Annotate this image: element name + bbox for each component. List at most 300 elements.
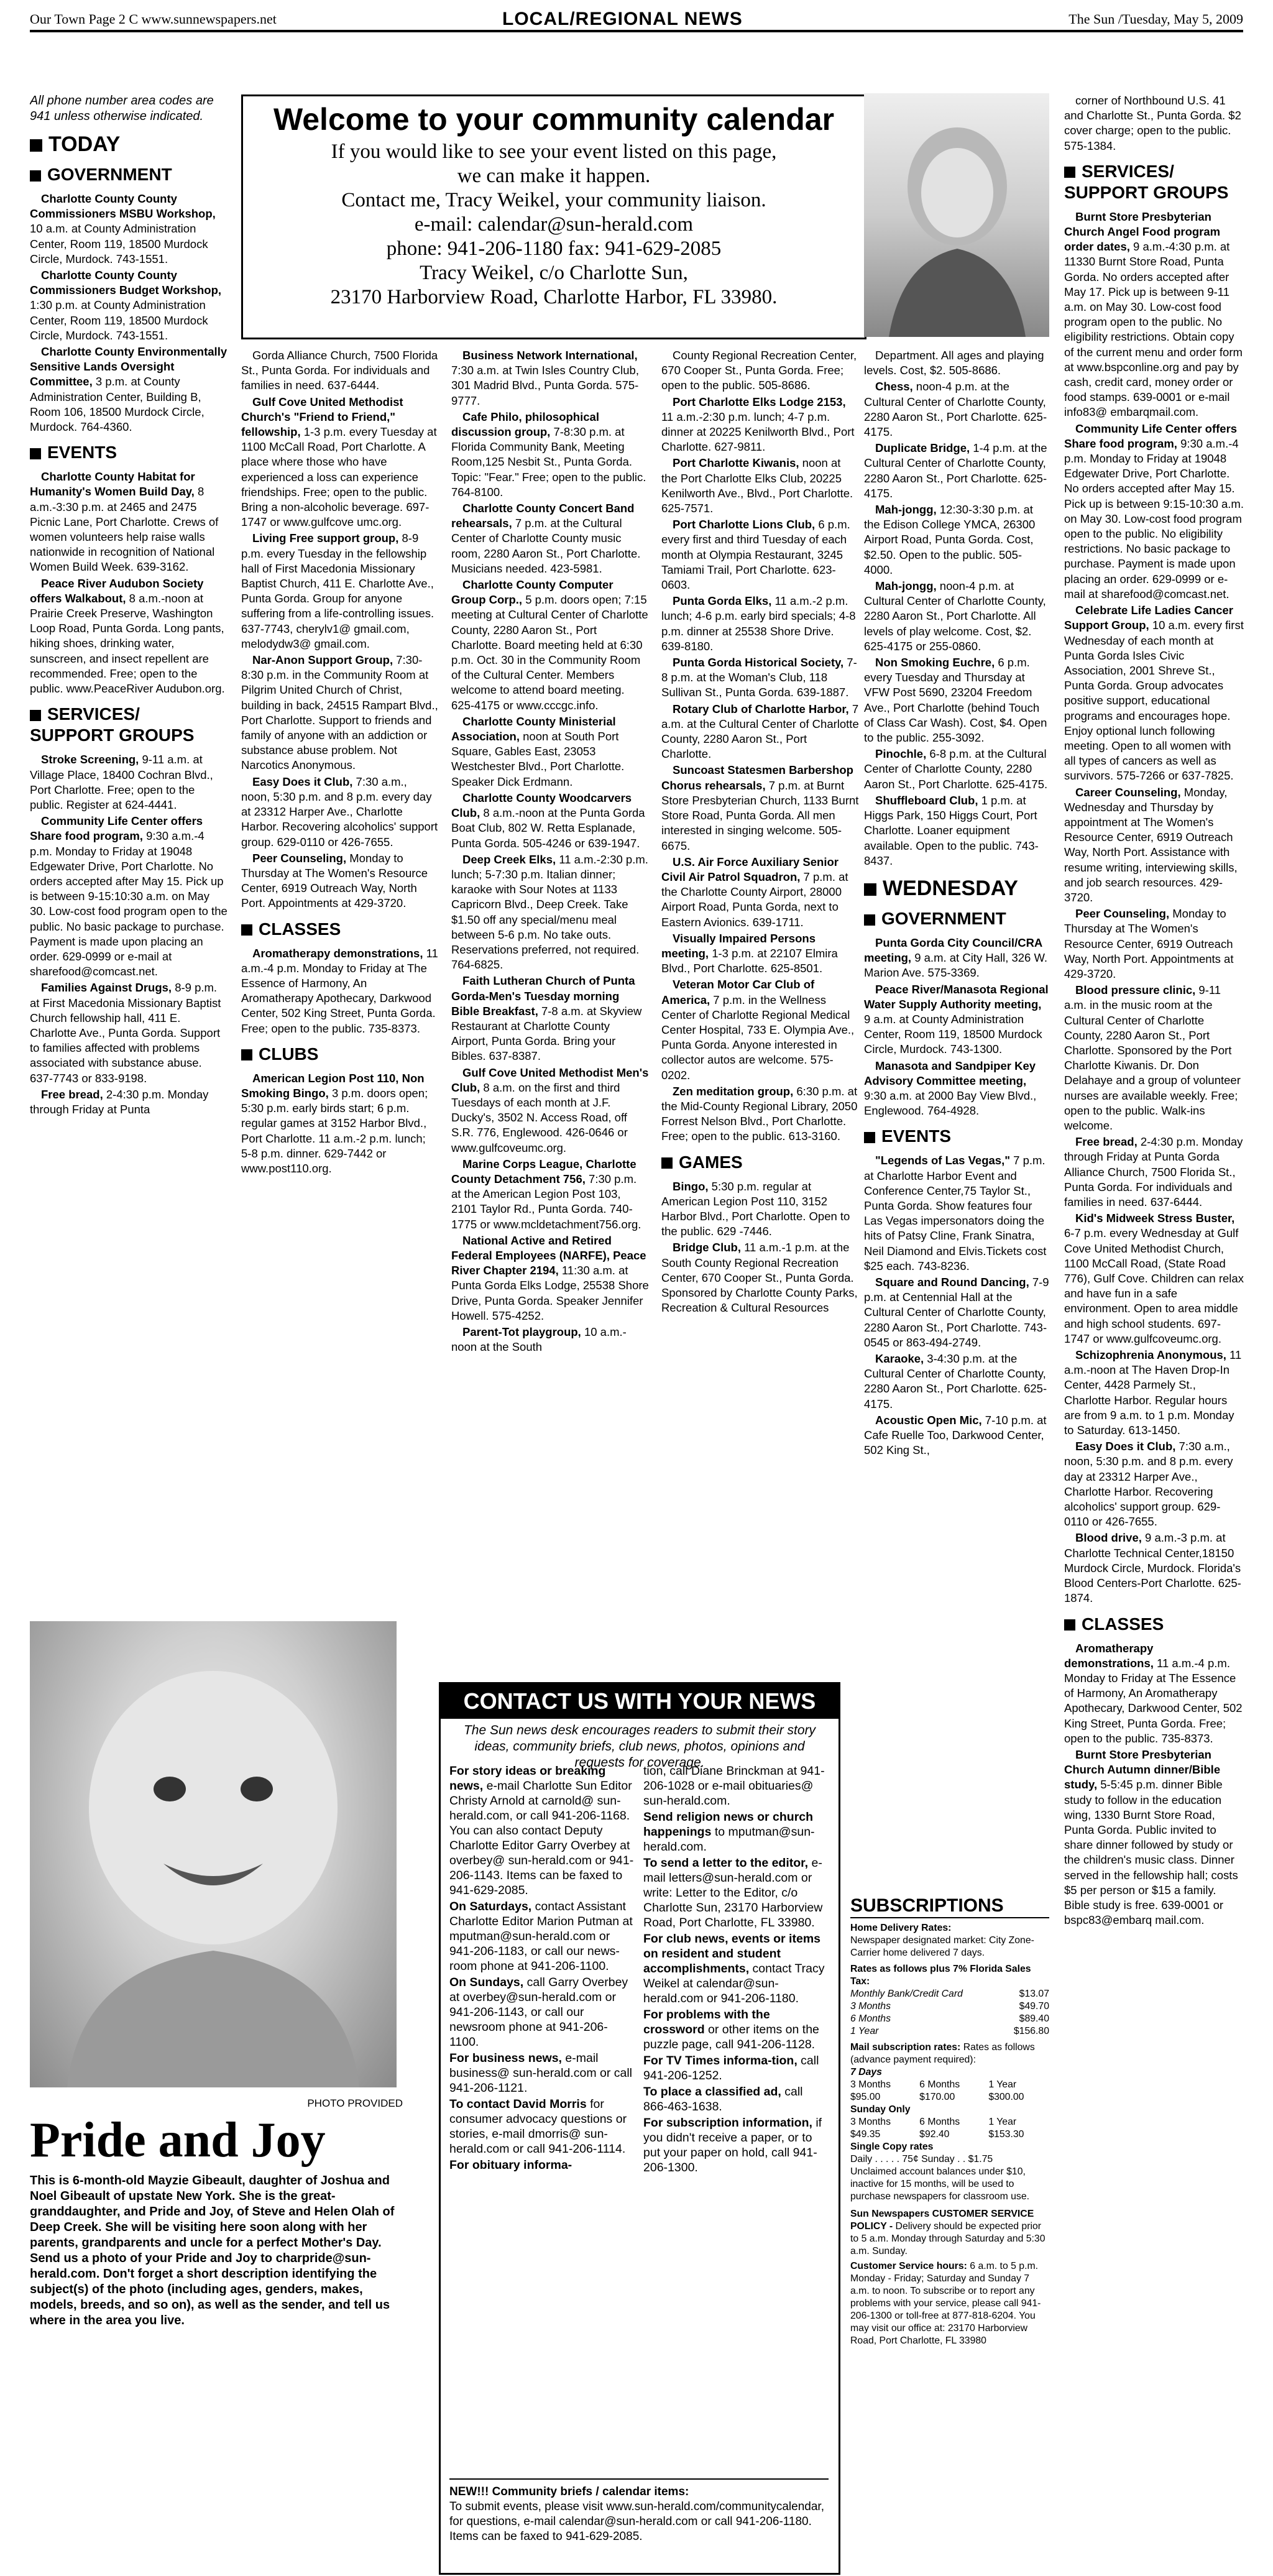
listing-name: Stroke Screening, [41, 753, 139, 766]
listing-item [1064, 785, 1244, 906]
listing-item [661, 977, 859, 1082]
listing-details: 10 a.m.-noon at the South [451, 1325, 627, 1354]
new-community-briefs [449, 2478, 829, 2544]
listing-name: Veteran Motor Car Club of America, [661, 978, 815, 1006]
policy-heading: Sun Newspapers CUSTOMER SERVICE POLICY - [850, 2209, 1034, 2232]
listing-item [451, 501, 649, 576]
listing-details: 6-8 p.m. at the Cultural Center of Charlotte County, 2280 Aaron St., Port Charlotte. 625-4175. [864, 747, 1048, 791]
clubs-list-continued-2 [661, 348, 859, 1144]
listing-details: 5:30 p.m. regular at American Legion Post 110, 3152 Harbor Blvd., Port Charlotte. Open to the public. 629 -7446. [661, 1179, 850, 1238]
listing-name: Burnt Store Presbyterian Church Angel Food program order dates, [1064, 209, 1221, 254]
listing-item [449, 2051, 636, 2095]
listing-details: or other items on the puzzle page, call 941-206-1128. [643, 2023, 819, 2051]
listing-name: Punta Gorda City Council/CRA meeting, [864, 936, 1042, 965]
sunday-table: 3 Months 6 Months 1 Year $49.35 $92.40 $153.30 [850, 2117, 1024, 2140]
listing-name: "Legends of Las Vegas," [875, 1154, 1010, 1167]
listing-item [661, 348, 859, 393]
listing-item [451, 348, 649, 408]
services-list [30, 752, 227, 1117]
welcome-line: phone: 941-206-1180 fax: 941-629-2085 [386, 237, 722, 260]
listing-details: e-mail Charlotte Sun Editor Christy Arnold at carnold@ sun-herald.com, or call 941-206-1168. You can also contact Deputy Charlotte Editor Garry Overbey at overbey@ sun-herald.com or 941-206-1143. Items can be faxed to 941-629-2085. [449, 1779, 634, 1897]
wed-events-heading: EVENTS [864, 1126, 1050, 1147]
welcome-line: If you would like to see your event listed on this page, [331, 140, 777, 163]
listing-item [30, 191, 227, 267]
listing-item [864, 348, 1050, 378]
listing-item [661, 395, 859, 455]
listing-details: Department. All ages and playing levels. Cost, $2. 505-8686. [864, 349, 1044, 377]
listing-item [864, 379, 1050, 439]
listing-item [864, 793, 1050, 868]
listing-details: 9:30 a.m.-4 p.m. Monday to Friday at 19048 Edgewater Drive, Port Charlotte. No orders accepted after May 15. Pick up is between 9-15:10:30 a.m. on May 30. Low-cost food program open to the public. No basic package to purchase. Payment is made upon placing an order. 629-0999 or e-mail at sharefood@comcast.net. [30, 829, 227, 978]
listing-details: noon-4 p.m. at Cultural Center of Charlotte County, 2280 Aaron St., Port Charlotte. All levels of play welcome. Cost, $2. 625-4175 or 255-0860. [864, 579, 1046, 653]
listing-item [864, 1413, 1050, 1458]
listing-name: Charlotte County Computer Group Corp., [451, 578, 614, 607]
listing-name: Blood drive, [1075, 1531, 1142, 1545]
baby-photo [30, 1621, 397, 2087]
listing-item [864, 1059, 1050, 1119]
listing-details: if you didn't receive a paper, or to put your paper on hold, call 941-206-1300. [643, 2116, 822, 2174]
listing-name: Square and Round Dancing, [875, 1275, 1029, 1289]
listing-details: 7-8 p.m. at the Woman's Club, 118 Sullivan St., Punta Gorda. 639-1887. [661, 656, 857, 699]
welcome-line: 23170 Harborview Road, Charlotte Harbor, FL 33980. [330, 286, 778, 308]
listing-name: Mah-jongg, [875, 503, 937, 517]
welcome-line: we can make it happen. [457, 165, 651, 187]
photo-credit: PHOTO PROVIDED [307, 2097, 403, 2109]
wed-services-heading: SERVICES/ SUPPORT GROUPS [1064, 161, 1229, 202]
events-heading: EVENTS [30, 442, 227, 463]
listing-item [864, 1153, 1050, 1274]
listing-item [643, 2084, 830, 2114]
welcome-body [243, 140, 865, 310]
listing-item [451, 1157, 649, 1232]
wed-classes-heading: CLASSES [1064, 1614, 1244, 1635]
events-list [30, 469, 227, 696]
listing-item [449, 1975, 636, 2049]
welcome-line: e-mail: calendar@sun-herald.com [414, 213, 694, 236]
listing-name: Send religion news or church happenings [643, 1810, 814, 1839]
listing-item [449, 1764, 636, 1898]
listing-details: call 866-463-1638. [643, 2085, 803, 2114]
listing-details: 9-11 a.m. at Village Place, 18400 Cochran Blvd., Port Charlotte. Free; open to the public. Register at 624-4441. [30, 753, 213, 811]
listing-details: 7-8 a.m. at Skyview Restaurant at Charlotte County Airport, Punta Gorda. Bring your Bibles. 637-8387. [451, 1004, 642, 1063]
seven-days-label: 7 Days [850, 2067, 882, 2077]
welcome-title: Welcome to your community calendar [273, 102, 835, 137]
listing-details: 7 p.m. at Burnt Store Presbyterian Church, 1133 Burnt Store Road, Punta Gorda. All men interested in singing welcome. 505-6675. [661, 778, 859, 852]
listing-item [451, 1065, 649, 1156]
listing-name: Blood pressure clinic, [1075, 983, 1196, 997]
policy-text: Delivery should be expected prior to 5 a.m. Monday through Saturday and 5:30 a.m. Sunday. [850, 2221, 1046, 2256]
listing-item [1064, 209, 1244, 420]
listing-item [1064, 983, 1244, 1133]
listing-details: 8 a.m. on the first and third Tuesdays of each month at J.F. Ducky's, 3502 N. Access Road, off S.R. 776, Englewood. 426-0646 or www.gulfcoveumc.org. [451, 1080, 628, 1154]
listing-name: Aromatherapy demonstrations, [1064, 1641, 1154, 1670]
listing-item [1064, 603, 1244, 783]
listing-item [661, 702, 859, 762]
listing-details: 6:30 p.m. at the Mid-County Regional Library, 2050 Forrest Nelson Blvd., Port Charlotte. Free; open to the public. 613-3160. [661, 1084, 858, 1143]
seven-days-table: 3 Months 6 Months 1 Year $95.00 $170.00 $300.00 [850, 2079, 1024, 2102]
listing-details: 8-9 p.m. at First Macedonia Missionary Baptist Church fellowship hall, 411 E. Charlotte Ave., Punta Gorda. Support to families affected with problems associated with substance abuse. 637-7743 or 833-9198. [30, 981, 221, 1085]
listing-item [1064, 1439, 1244, 1529]
column-3 [451, 348, 649, 1672]
listing-item [451, 714, 649, 789]
listing-item [241, 395, 439, 530]
listing-item [30, 980, 227, 1085]
listing-item [864, 655, 1050, 745]
listing-item [451, 410, 649, 500]
column-5 [864, 348, 1050, 1890]
listing-name: For business news, [449, 2051, 562, 2065]
listing-details: 10 a.m. at County Administration Center, Room 119, 18500 Murdock Circle, Murdock. 743-1551. [30, 222, 208, 265]
listing-details: County Regional Recreation Center, 670 Cooper St., Punta Gorda. Free; open to the public. 505-8686. [661, 349, 857, 392]
clubs-list [241, 1071, 439, 1176]
listing-name: Gulf Cove United Methodist Men's Club, [451, 1065, 649, 1094]
listing-details: for consumer advocacy questions or stories, e-mail dmorris@ sun-herald.com or call 941-206-1114. [449, 2097, 627, 2156]
listing-name: For obituary informa- [449, 2158, 572, 2172]
baby-illustration [30, 1621, 397, 2087]
listing-details: to mputman@sun-herald.com. [643, 1825, 815, 1854]
listing-item [864, 982, 1050, 1057]
listing-item [661, 655, 859, 701]
listing-details: call Garry Overbey at overbey@sun-herald.com or 941-206-1143, or call our newsroom phone at 941-206-1100. [449, 1976, 628, 2049]
listing-details: 7-8:30 p.m. at Florida Community Bank, Meeting Room,125 Nesbit St., Punta Gorda. Topic: "Fear." Free; open to the public. 764-8100. [451, 425, 646, 499]
listing-item [643, 1764, 830, 1808]
listing-name: Acoustic Open Mic, [875, 1413, 982, 1427]
listing-details: Gorda Alliance Church, 7500 Florida St., Punta Gorda. For individuals and families in need. 637-6444. [241, 349, 438, 392]
listing-name: On Saturdays, [449, 1900, 532, 1913]
listing-name: For TV Times informa-tion, [643, 2054, 797, 2068]
listing-name: To place a classified ad, [643, 2085, 781, 2099]
listing-item [643, 2007, 830, 2052]
listing-item [1064, 1348, 1244, 1438]
listing-item [864, 441, 1050, 501]
listing-item [451, 852, 649, 973]
new-briefs-heading: NEW!!! Community briefs / calendar items: [449, 2485, 689, 2498]
listing-item [30, 576, 227, 697]
listing-name: Zen meditation group, [673, 1084, 794, 1098]
listing-details: noon at the Port Charlotte Elks Club, 20225 Kenilworth Ave., Blvd., Port Charlotte. 625-7571. [661, 456, 853, 515]
listing-name: Port Charlotte Kiwanis, [673, 456, 799, 470]
listing-details: 7-10 p.m. at Cafe Ruelle Too, Darkwood Center, 502 King St., [864, 1413, 1047, 1457]
listing-item [661, 594, 859, 654]
listing-item [661, 855, 859, 930]
listing-name: On Sundays, [449, 1976, 524, 1989]
listing-name: Shuffleboard Club, [875, 793, 978, 807]
listing-details: noon-4 p.m. at the Cultural Center of Charlotte County, 2280 Aaron St., Port Charlotte. 625-4175. [864, 380, 1047, 439]
rates-table [850, 1988, 1049, 2038]
new-briefs-text: To submit events, please visit www.sun-herald.com/communitycalendar, for questions, e-mail calendar@sun-herald.com or call 941-206-1180. Items can be faxed to 941-629-2085. [449, 2500, 824, 2543]
listing-name: Chess, [875, 380, 913, 393]
listing-details: 11 a.m.-1 p.m. at the South County Regional Recreation Center, 670 Cooper St., Punta Gorda. Sponsored by Charlotte County Parks, Recreation & Cultural Resources [661, 1241, 858, 1315]
listing-details: e-mail letters@sun-herald.com or write: Letter to the Editor, c/o Charlotte Sun, 23170 Harborview Road, Port Charlotte, FL 33980. [643, 1856, 823, 1930]
header-right: The Sun /Tuesday, May 5, 2009 [1068, 11, 1243, 27]
listing-name: Community Life Center offers Share food program, [30, 814, 203, 843]
pride-body: This is 6-month-old Mayzie Gibeault, daughter of Joshua and Noel Gibeault of upstate New York. She is the great-granddaughter, and Pride and Joy, of Steve and Helen Olah of Deep Creek. She will be visiting here soon along with her parents, grandparents and uncle for a perfect Mother's Day. Send us a photo of your Pride and Joy to charpride@sun-herald.com. Don't forget a short description identifying the subject(s) of the photo (including ages, genders, makes, models, breeds, and so on), as well as the sender, and tell us where in the area you live. [30, 2174, 395, 2327]
listing-name: Karaoke, [875, 1351, 924, 1365]
listing-name: Charlotte County Woodcarvers Club, [451, 791, 632, 820]
listing-name: Charlotte County Concert Band rehearsals, [451, 502, 635, 530]
listing-details: 11 a.m.-noon at The Haven Drop-In Center, 4428 Parmely St., Charlotte Harbor. Regular hours are from 9 a.m. to 1 p.m. Monday to Saturday. 613-1450. [1064, 1348, 1242, 1437]
listing-item [864, 502, 1050, 577]
wed-services-list [1064, 209, 1244, 1606]
listing-details: 6 p.m. every first and third Tuesday of each month at Olympia Restaurant, 3245 Tamiami Trail, Port Charlotte. 623-0603. [661, 518, 850, 592]
listing-name: To send a letter to the editor, [643, 1856, 809, 1870]
welcome-line: Contact me, Tracy Weikel, your community liaison. [341, 189, 766, 211]
liaison-portrait-photo [864, 93, 1049, 337]
wed-government-list [864, 936, 1050, 1118]
listing-item [241, 653, 439, 773]
listing-details: 7:30 p.m. at the American Legion Post 103, 2101 Taylor Rd., Punta Gorda. 740-1775 or www.mcldetachment756.org. [451, 1172, 641, 1231]
listing-details: 8 a.m.-noon at the Punta Gorda Boat Club, 802 W. Retta Esplanade, Punta Gorda. 505-4246 or 639-1947. [451, 806, 645, 850]
pride-title: Pride and Joy [30, 2113, 326, 2168]
listing-details: 7-9 p.m. at Centennial Hall at the Cultural Center of Charlotte County, 2280 Aaron St., Port Charlotte. 743-0545 or 863-494-2749. [864, 1275, 1049, 1349]
listing-item [1064, 1747, 1244, 1928]
contact-right-list [643, 1764, 830, 2176]
games-list-continued [864, 348, 1050, 868]
services-heading: SERVICES/ SUPPORT GROUPS [30, 704, 195, 745]
rates-heading: Rates as follows plus 7% Florida Sales Tax: [850, 1964, 1031, 1987]
listing-item [661, 1179, 859, 1240]
hours-text: 6 a.m. to 5 p.m. Monday - Friday; Saturday and Sunday 7 a.m. to noon. To subscribe or to report any problems with your service, please call 941-206-1300 or toll-free at 877-818-6204. You may visit our office at: 23170 Harborview Road, Port Charlotte, FL 33980 [850, 2261, 1041, 2346]
listing-item [643, 2053, 830, 2083]
listing-details: 7:30 a.m. at Twin Isles Country Club, 301 Madrid Blvd., Punta Gorda. 575-9777. [451, 364, 639, 407]
listing-name: Peer Counseling, [1075, 907, 1170, 921]
listing-details: 7 a.m. at the Cultural Center of Charlotte County, 2280 Aaron St., Port Charlotte. [661, 702, 859, 761]
listing-details: noon at South Port Square, Gables East, 23053 Westchester Blvd., Port Charlotte. Speaker Dick Erdmann. [451, 730, 625, 788]
listing-details: 11 a.m.-2:30 p.m. lunch; 5-7:30 p.m. Italian dinner; karaoke with Sour Notes at 1133 Capricorn Blvd., Deep Creek. Take $1.50 off any special/menu meal between 5-6 p.m. No take outs. Reservations preferred, not required. 764-6825. [451, 852, 648, 972]
listing-details: 1 p.m. at Higgs Park, 150 Higgs Court, Port Charlotte. Loaner equipment available. Open to the public. 743-8437. [864, 793, 1039, 867]
listing-name: For subscription information, [643, 2116, 812, 2130]
government-list [30, 191, 227, 435]
listing-details: 7:30-8:30 p.m. in the Community Room at Pilgrim United Church of Christ, building in back, 24515 Rampart Blvd., Port Charlotte. Support to friends and family of anyone with an addiction or substance abuse problem. Not Narcotics Anonymous. [241, 653, 438, 772]
government-heading: GOVERNMENT [30, 164, 227, 185]
listing-item [451, 1233, 649, 1323]
listing-name: Peace River/Manasota Regional Water Supply Authority meeting, [864, 982, 1049, 1011]
listing-item [30, 814, 227, 979]
listing-details: 7:30 a.m., noon, 5:30 p.m. and 8 p.m. every day at 23312 Harper Ave., Charlotte Harbor. Recovering alcoholics' support group. 629-0110 or 426-7655. [1064, 1440, 1233, 1529]
listing-details: 1-3 p.m. every Tuesday at 1100 McCall Road, Port Charlotte. A place where those who have experienced a loss can experience friendships. Free; open to the public. Bring a non-alcoholic beverage. 697-1747 or www.gulfcove umc.org. [241, 425, 437, 529]
listing-details: 8 a.m.-3:30 p.m. at 2465 and 2475 Picnic Lane, Port Charlotte. Crews of women volunteers help raise walls nationwide in recognition of National Women Build Week. 639-3162. [30, 485, 219, 574]
listing-name: Port Charlotte Elks Lodge 2153, [673, 395, 846, 408]
hours-heading: Customer Service hours: [850, 2261, 967, 2271]
listing-details: 1:30 p.m. at County Administration Center, Room 119, 18500 Murdock Circle, Murdock. 743-1551. [30, 298, 208, 342]
listing-name: For club news, events or items on resident and student accomplishments, [643, 1932, 820, 1976]
listing-details: e-mail business@ sun-herald.com or call 941-206-1121. [449, 2051, 633, 2095]
listing-details: Monday, Wednesday and Thursday by appointment at The Women's Resource Center, 6919 Outreach Way, North Port. Assistance with resume writing, interviewing skills, and job search resources. 429-3720. [1064, 785, 1238, 904]
listing-name: Charlotte County Ministerial Association, [451, 714, 616, 743]
listing-name: Charlotte County Environmentally Sensitive Lands Oversight Committee, [30, 345, 227, 389]
rate-row: Monthly Bank/Credit Card $13.07 [850, 1989, 1049, 1999]
listing-item [241, 775, 439, 850]
clubs-list-continued [451, 348, 649, 1355]
listing-details: 12:30-3:30 p.m. at the Edison College YMCA, 26300 Airport Road, Punta Gorda. Cost, $2.50. Open to the public. 505-4000. [864, 503, 1036, 576]
column-4 [661, 348, 859, 1672]
single-copy-rates: Daily . . . . . 75¢ Sunday . . $1.75 [850, 2154, 993, 2164]
column-6 [1064, 93, 1244, 2567]
listing-name: Port Charlotte Lions Club, [673, 518, 816, 531]
contact-us-box [439, 1682, 840, 2575]
listing-name: Free bread, [41, 1087, 103, 1101]
listing-name: Career Counseling, [1075, 785, 1181, 799]
listing-name: Suncoast Statesmen Barbershop Chorus rehearsals, [661, 763, 853, 792]
listing-name: Punta Gorda Historical Society, [673, 656, 844, 669]
rate-row: 1 Year $156.80 [850, 2026, 1049, 2036]
listing-details: 11 a.m.-2 p.m. lunch; 4-6 p.m. early bird specials; 4-8 p.m. dinner at 25538 Shore Drive. 639-8180. [661, 594, 856, 653]
listing-details: 1-3 p.m. at 22107 Elmira Blvd., Port Charlotte. 625-8501. [661, 946, 838, 975]
header-left: Our Town Page 2 C www.sunnewspapers.net [30, 11, 277, 27]
listing-name: Charlotte County County Commissioners Budget Workshop, [30, 269, 222, 297]
section-title: LOCAL/REGIONAL NEWS [502, 9, 743, 29]
listing-name: Charlotte County Habitat for Humanity's Women Build Day, [30, 470, 195, 499]
events-continued [1064, 93, 1244, 154]
listing-details: 11:30 a.m. at Punta Gorda Elks Lodge, 25538 Shore Drive, Punta Gorda. Speaker Jennifer Howell. 575-4252. [451, 1264, 649, 1322]
listing-item [30, 469, 227, 574]
listing-details: call 941-206-1252. [643, 2054, 819, 2082]
listing-item [661, 1240, 859, 1315]
listing-name: Rotary Club of Charlotte Harbor, [673, 702, 849, 715]
listing-name: Punta Gorda Elks, [673, 594, 772, 608]
games-list [661, 1179, 859, 1316]
listing-item [451, 973, 649, 1064]
page-header [30, 9, 1243, 32]
listing-item [30, 752, 227, 812]
listing-item [1064, 93, 1244, 154]
listing-details: 8 a.m.-noon at Prairie Creek Preserve, Washington Loop Road, Punta Gorda. Long pants, hiking shoes, drinking water, sunscreen, and insect repellent are recommended. Free; open to the public. www.PeaceRiver Audubon.org. [30, 591, 225, 696]
welcome-box [241, 94, 866, 339]
listing-name: Community Life Center offers Share food program, [1064, 421, 1238, 450]
listing-details: 11 a.m.-2:30 p.m. lunch; 4-7 p.m. dinner at 20225 Kenilworth Blvd., Port Charlotte. 627-9811. [661, 410, 855, 454]
listing-item [449, 2097, 636, 2156]
listing-details: 7:30 a.m., noon, 5:30 p.m. and 8 p.m. every day at 23312 Harper Ave., Charlotte Harbor. Recovering alcoholics' support group. 629-0110 or 426-7655. [241, 775, 438, 849]
contact-title: CONTACT US WITH YOUR NEWS [441, 1684, 839, 1719]
listing-item [451, 577, 649, 713]
listing-name: Peer Counseling, [252, 851, 347, 865]
listing-name: Peace River Audubon Society offers Walkabout, [30, 576, 204, 605]
listing-name: U.S. Air Force Auxiliary Senior Civil Air Patrol Squadron, [661, 855, 839, 883]
contact-intro: The Sun news desk encourages readers to submit their story ideas, community briefs, club news, photos, opinions and requests for coverage. [463, 1723, 816, 1770]
listing-name: Free bread, [1075, 1135, 1137, 1149]
welcome-line: Tracy Weikel, c/o Charlotte Sun, [420, 262, 688, 284]
listing-details: Monday to Thursday at The Women's Resource Center, 6919 Outreach Way, North Port. Appointments at 429-3720. [241, 851, 428, 910]
listing-name: Bingo, [673, 1179, 709, 1193]
listing-details: contact Assistant Charlotte Editor Marion Putman at mputman@sun-herald.com or 941-206-1183, or call our news-room phone at 941-206-1100. [449, 1900, 633, 1973]
pride-and-joy [30, 2097, 403, 2329]
listing-details: 9-11 a.m. in the music room at the Cultural Center of Charlotte County, 2280 Aaron St., Port Charlotte. Sponsored by the Port Charlotte Kiwanis. Dr. Don Delahaye and a group of volunteer nurses are available weekly. Free; open to the public. Walk-ins welcome. [1064, 983, 1241, 1132]
listing-name: National Active and Retired Federal Employees (NARFE), Peace River Chapter 2194, [451, 1233, 646, 1277]
wednesday-heading: WEDNESDAY [864, 876, 1050, 901]
contact-left-list [449, 1764, 636, 2174]
home-delivery-heading: Home Delivery Rates: [850, 1923, 952, 1933]
listing-item [643, 1810, 830, 1854]
listing-name: Faith Lutheran Church of Punta Gorda-Men's Tuesday morning Bible Breakfast, [451, 974, 635, 1018]
listing-details: corner of Northbound U.S. 41 and Charlotte St., Punta Gorda. $2 cover charge; open to the public. 575-1384. [1064, 94, 1241, 152]
listing-name: Families Against Drugs, [41, 981, 172, 995]
rate-row: 3 Months $49.70 [850, 2001, 1049, 2012]
listing-item [241, 531, 439, 651]
listing-details: 11 a.m.-4 p.m. Monday to Friday at The Essence of Harmony, An Aromatherapy Apothecary, Darkwood Center, 502 King Street, Punta Gorda. Free; open to the public. 735-8373. [241, 946, 438, 1035]
listing-name: Bridge Club, [673, 1241, 741, 1254]
listing-item [30, 344, 227, 435]
rate-row: 6 Months $89.40 [850, 2013, 1049, 2024]
listing-details: contact Tracy Weikel at calendar@sun-herald.com or 941-206-1180. [643, 1962, 825, 2005]
listing-item [241, 946, 439, 1036]
subscriptions-title: SUBSCRIPTIONS [850, 1895, 1049, 1918]
listing-name: Nar-Anon Support Group, [252, 653, 393, 667]
listing-name: Burnt Store Presbyterian Church Autumn dinner/Bible study, [1064, 1747, 1221, 1792]
listing-item [241, 851, 439, 911]
listing-item [661, 1084, 859, 1144]
listing-item [1064, 1211, 1244, 1346]
listing-item [30, 268, 227, 343]
listing-details: tion, call Diane Brinckman at 941-206-1028 or e-mail obituaries@ sun-herald.com. [643, 1764, 825, 1808]
listing-item [661, 931, 859, 977]
listing-name: Easy Does it Club, [252, 775, 353, 788]
listing-item [1064, 906, 1244, 982]
listing-name: Mah-jongg, [875, 579, 937, 593]
listing-item [1064, 1530, 1244, 1606]
listing-item [864, 936, 1050, 981]
listing-details: 9 a.m.-4:30 p.m. at 11330 Burnt Store Road, Punta Gorda. No orders accepted after May 17. Pick up is between 9-11 a.m. on May 30. Low-cost food program open to the public. No eligibility restrictions. Obtain copy of the current menu and order form at www.bspconline.org and pay by cash, credit card, money order or food stamps. 639-0001 or e-mail info83@ embarqmail.com. [1064, 240, 1243, 419]
listing-name: Celebrate Life Ladies Cancer Support Group, [1064, 604, 1233, 632]
listing-name: Kid's Midweek Stress Buster, [1075, 1212, 1235, 1225]
listing-details: Monday to Thursday at The Women's Resource Center, 6919 Outreach Way, North Port. Appointments at 429-3720. [1064, 907, 1234, 980]
listing-details: 6 p.m. every Tuesday and Thursday at VFW Post 5690, 23204 Freedom Ave., Port Charlotte (behind Touch of Class Car Wash). Cost, $4. Open to the public. 255-3092. [864, 656, 1047, 745]
listing-item [241, 1071, 439, 1176]
listing-item [864, 1351, 1050, 1412]
listing-name: For story ideas or breaking news, [449, 1764, 606, 1793]
listing-name: Non Smoking Euchre, [875, 656, 995, 669]
listing-name: Living Free support group, [252, 531, 399, 545]
listing-item [1064, 1134, 1244, 1210]
clubs-heading: CLUBS [241, 1044, 439, 1065]
listing-item [643, 1856, 830, 1930]
listing-name: Gulf Cove United Methodist Church's "Friend to Friend," fellowship, [241, 395, 403, 439]
listing-details: 5 p.m. doors open; 7:15 meeting at Cultural Center of Charlotte County, 2280 Aaron St., Port Charlotte. Board meeting held at 6:30 p.m. Oct. 30 in the Community Room of the Cultural Center. Members welcome to attend board meeting. 625-4175 or www.cccgc.info. [451, 593, 648, 712]
listing-details: 3-4:30 p.m. at the Cultural Center of Charlotte County, 2280 Aaron St., Port Charlotte. 625-4175. [864, 1351, 1047, 1410]
portrait-illustration [864, 93, 1049, 337]
listing-name: Cafe Philo, philosophical discussion group, [451, 410, 599, 439]
listing-item [1064, 421, 1244, 602]
listing-name: Deep Creek Elks, [462, 852, 556, 866]
listing-item [864, 579, 1050, 654]
unclaimed-note: Unclaimed account balances under $10, inactive for 15 months, will be used to purchase newspapers for classroom use. [850, 2166, 1029, 2202]
listing-name: Pinochle, [875, 747, 927, 761]
listing-item [661, 456, 859, 516]
listing-name: To contact David Morris [449, 2097, 587, 2111]
listing-item [241, 348, 439, 393]
mail-rates-heading: Mail subscription rates: [850, 2042, 961, 2053]
games-heading: GAMES [661, 1152, 859, 1173]
listing-details: 9 a.m. at County Administration Center, Room 119, 18500 Murdock Circle, Murdock. 743-1300. [864, 1012, 1042, 1056]
listing-details: 8-9 p.m. every Tuesday in the fellowship hall of First Macedonia Missionary Baptist Church, 411 E. Charlotte Ave., Punta Gorda. Group for anyone suffering from a life-controlling issues. 637-7743, cherylv1@ gmail.com, melodydw3@ gmail.com. [241, 531, 434, 650]
listing-details: 11 a.m.-4 p.m. Monday to Friday at The Essence of Harmony, An Aromatherapy Apothecary, Darkwood Center, 502 King Street, Punta Gorda. Free; open to the public. 735-8373. [1064, 1656, 1243, 1745]
classes-heading: CLASSES [241, 919, 439, 940]
listing-item [661, 763, 859, 853]
sunday-only-label: Sunday Only [850, 2104, 911, 2115]
classes-list [241, 946, 439, 1036]
listing-name: American Legion Post 110, Non Smoking Bingo, [241, 1071, 425, 1100]
listing-details: 5-5:45 p.m. dinner Bible study to follow in the education wing, 1330 Burnt Store Road, Punta Gorda. Public invited to share dinner followed by study or the children's music class. Dinner served in the fellowship hall; costs $5 per person or $15 a family. Bible study is free. 639-0001 or bspc83@embarq mail.com. [1064, 1778, 1238, 1927]
listing-details: 7 p.m. at the Cultural Center of Charlotte County music room, 2280 Aaron St., Port Charlotte. Musicians needed. 423-5981. [451, 517, 641, 575]
subscriptions-box [850, 1895, 1049, 2347]
listing-item [451, 1325, 649, 1355]
wed-classes-list [1064, 1641, 1244, 1928]
area-code-note: All phone number area codes are 941 unless otherwise indicated. [30, 94, 214, 123]
listing-name: Duplicate Bridge, [875, 441, 970, 455]
listing-item [1064, 1641, 1244, 1746]
support-list [241, 348, 439, 911]
listing-name: For problems with the crossword [643, 2008, 770, 2036]
listing-item [864, 1275, 1050, 1350]
